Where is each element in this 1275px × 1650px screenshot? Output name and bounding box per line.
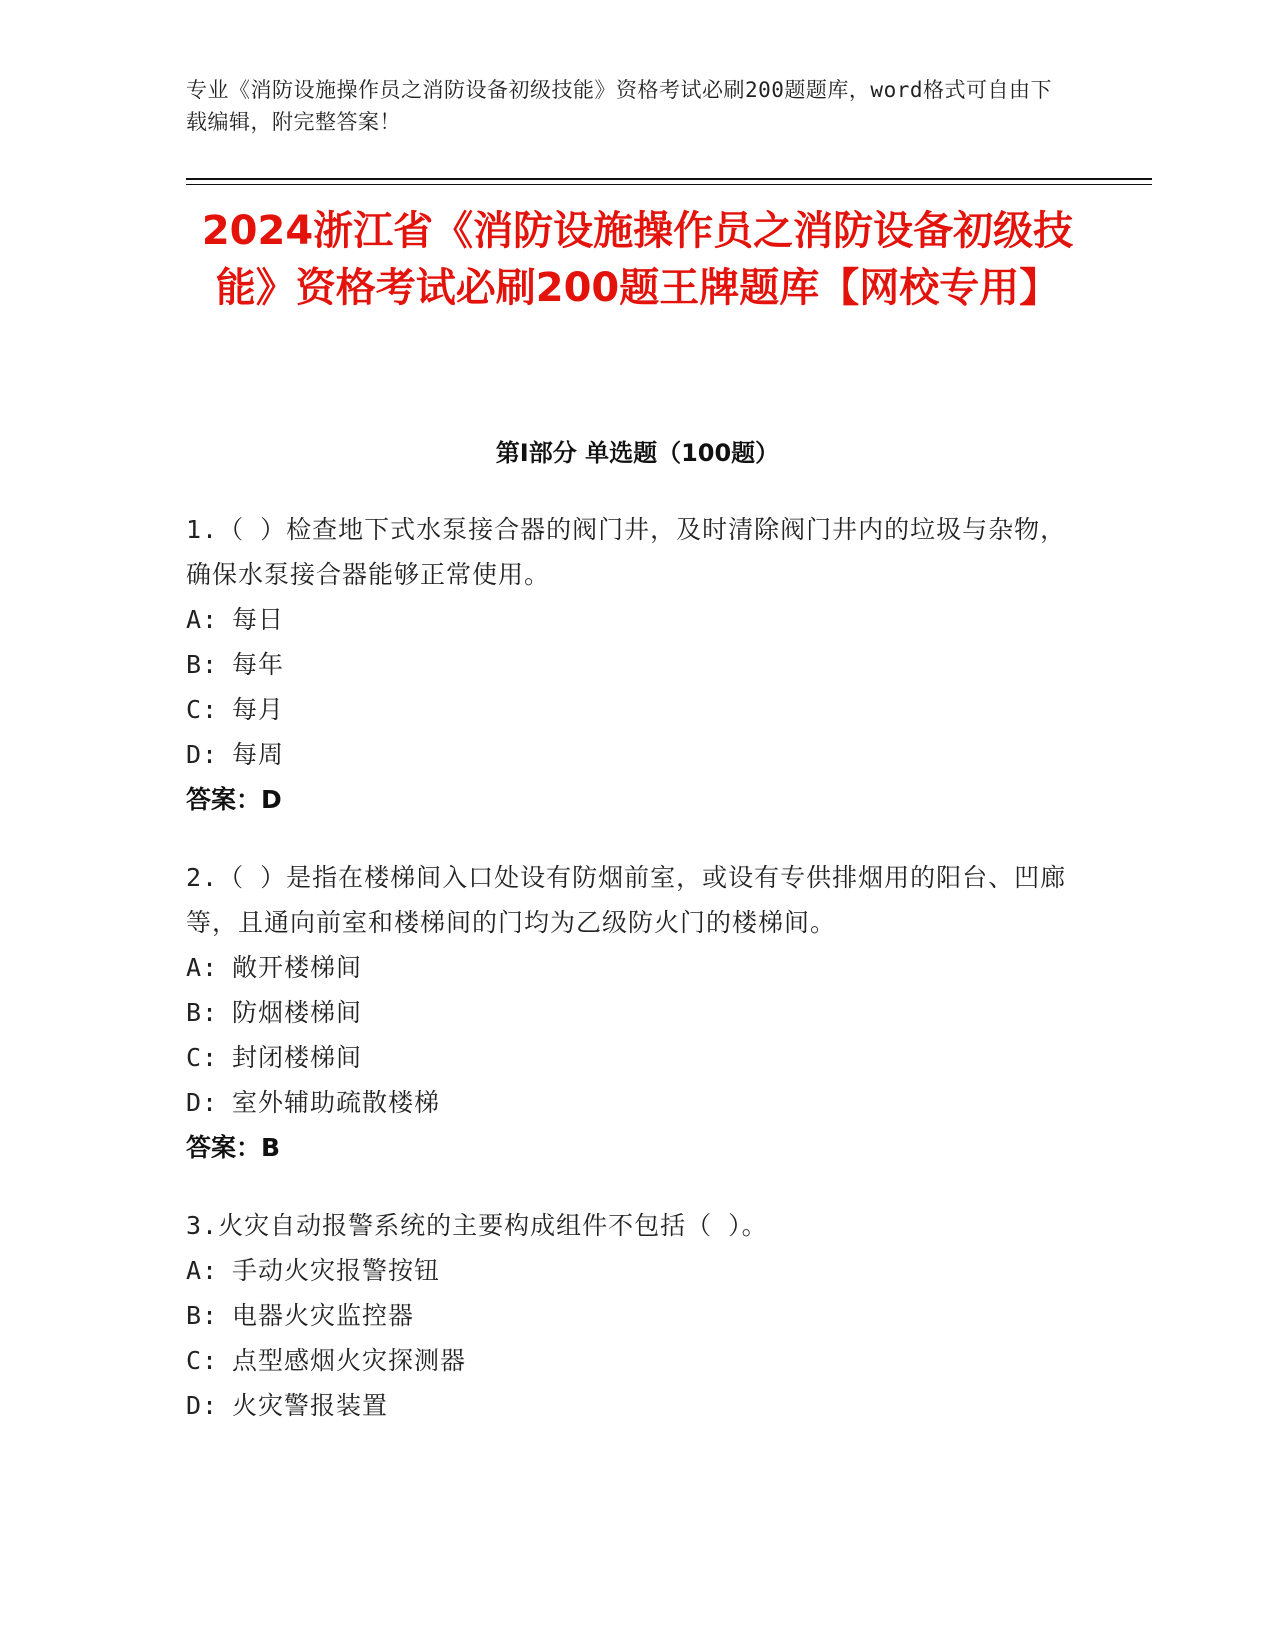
question-3 [186, 1203, 1076, 1428]
option-letter: B: [186, 998, 219, 1027]
option-text: 每周 [232, 740, 285, 769]
option-c [186, 1035, 1076, 1080]
option-d [186, 732, 1076, 777]
option-letter: B: [186, 1301, 219, 1330]
option-letter: A: [186, 1256, 219, 1285]
document-title: 2024浙江省《消防设施操作员之消防设备初级技能》资格考试必刷200题王牌题库【网校专用】 [201, 208, 1074, 311]
option-d [186, 1080, 1076, 1125]
option-text: 室外辅助疏散楼梯 [232, 1088, 441, 1117]
option-text: 每日 [232, 605, 285, 634]
option-a [186, 945, 1076, 990]
option-d [186, 1383, 1076, 1428]
option-c [186, 687, 1076, 732]
question-stem: 1.（ ）检查地下式水泵接合器的阀门井，及时清除阀门井内的垃圾与杂物，确保水泵接合器能够正常使用。 [186, 515, 1067, 589]
option-b [186, 642, 1076, 687]
option-c [186, 1338, 1076, 1383]
option-text: 电器火灾监控器 [232, 1301, 415, 1330]
option-text: 封闭楼梯间 [232, 1043, 363, 1072]
option-letter: C: [186, 1043, 219, 1072]
header-note: 专业《消防设施操作员之消防设备初级技能》资格考试必刷200题题库，word格式可自由下载编辑，附完整答案！ [186, 78, 1052, 134]
header-rule-thin [186, 184, 1152, 185]
option-text: 每年 [232, 650, 285, 679]
option-text: 点型感烟火灾探测器 [232, 1346, 467, 1375]
option-text: 敞开楼梯间 [232, 953, 363, 982]
option-letter: A: [186, 953, 219, 982]
option-text: 火灾警报装置 [232, 1391, 389, 1420]
question-stem: 3.火灾自动报警系统的主要构成组件不包括（ ）。 [186, 1211, 768, 1240]
option-text: 手动火灾报警按钮 [232, 1256, 441, 1285]
question-1 [186, 507, 1076, 822]
option-letter: C: [186, 695, 219, 724]
option-letter: D: [186, 740, 219, 769]
answer: 答案：D [186, 785, 282, 814]
option-a [186, 1248, 1076, 1293]
option-text: 防烟楼梯间 [232, 998, 363, 1027]
option-letter: D: [186, 1391, 219, 1420]
question-stem: 2.（ ）是指在楼梯间入口处设有防烟前室，或设有专供排烟用的阳台、凹廊等，且通向前室和楼梯间的门均为乙级防火门的楼梯间。 [186, 863, 1067, 937]
option-b [186, 990, 1076, 1035]
option-a [186, 597, 1076, 642]
section-title: 第I部分 单选题（100题） [495, 439, 780, 467]
option-text: 每月 [232, 695, 285, 724]
header-rule-thick [186, 178, 1152, 180]
option-letter: B: [186, 650, 219, 679]
answer: 答案：B [186, 1133, 281, 1162]
option-letter: D: [186, 1088, 219, 1117]
option-b [186, 1293, 1076, 1338]
question-2 [186, 855, 1076, 1170]
option-letter: C: [186, 1346, 219, 1375]
option-letter: A: [186, 605, 219, 634]
